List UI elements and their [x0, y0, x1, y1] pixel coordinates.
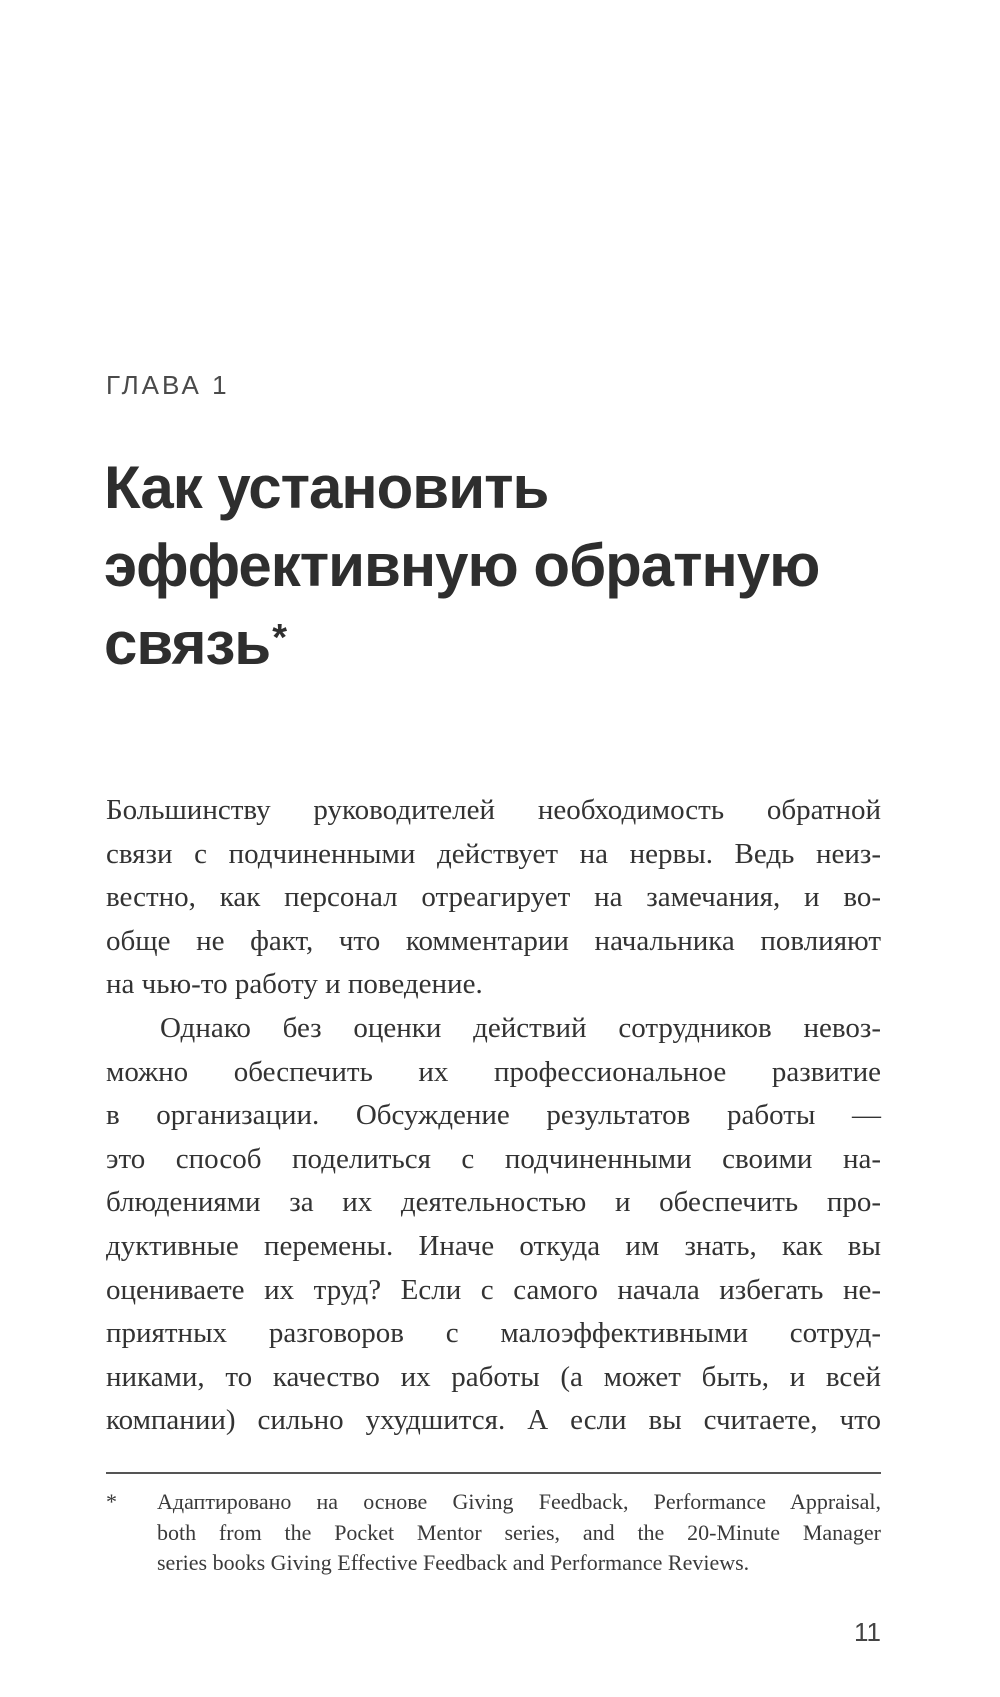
text-line: блюдениями за их деятельностью и обеспечить про-: [106, 1186, 881, 1219]
text-line: обще не факт, что комментарии начальника повлияют: [106, 924, 881, 957]
footnote-line: series books Giving Effective Feedback and Performance Reviews.: [157, 1550, 750, 1575]
body-text: [106, 789, 881, 1443]
text-line: дуктивные перемены. Иначе откуда им знать, как вы: [106, 1229, 881, 1262]
text-line: никами, то качество их работы (а может быть, и всей: [106, 1360, 881, 1393]
paragraph-1: [106, 789, 881, 1007]
footnote: [106, 1487, 881, 1579]
footnote-divider: [106, 1472, 881, 1474]
text-line: Однако без оценки действий сотрудников невоз-: [160, 1011, 881, 1044]
text-line: Большинству руководителей необходимость обратной: [106, 794, 881, 826]
footnote-line: both from the Pocket Mentor series, and the 20-Minute Manager: [157, 1519, 881, 1545]
footnote-line: Адаптировано на основе Giving Feedback, Performance Appraisal,: [157, 1489, 881, 1514]
text-line: в организации. Обсуждение результатов работы —: [106, 1099, 881, 1132]
title-line: эффективную обратную: [104, 532, 820, 599]
text-line: это способ поделиться с подчиненными своими на-: [106, 1142, 881, 1175]
paragraph-2: [106, 1007, 881, 1443]
chapter-title: [104, 449, 904, 683]
footnote-marker: *: [106, 1489, 117, 1514]
page-number: 11: [854, 1617, 881, 1647]
title-line-text: связь: [104, 610, 271, 677]
text-line: компании) сильно ухудшится. А если вы считаете, что: [106, 1404, 881, 1437]
text-line: можно обеспечить их профессиональное развитие: [106, 1055, 881, 1088]
title-line: Как установить: [104, 454, 549, 521]
text-line: связи с подчиненными действует на нервы. Ведь неиз-: [106, 837, 881, 870]
text-line: на чью-то работу и поведение.: [106, 968, 483, 1001]
text-line: вестно, как персонал отреагирует на замечания, и во-: [106, 881, 881, 914]
text-line: оцениваете их труд? Если с самого начала избегать не-: [106, 1273, 881, 1306]
text-line: приятных разговоров с малоэффективными сотруд-: [106, 1317, 881, 1350]
footnote-reference[interactable]: *: [272, 617, 286, 659]
title-line: [104, 605, 904, 683]
chapter-label: ГЛАВА 1: [106, 370, 230, 400]
